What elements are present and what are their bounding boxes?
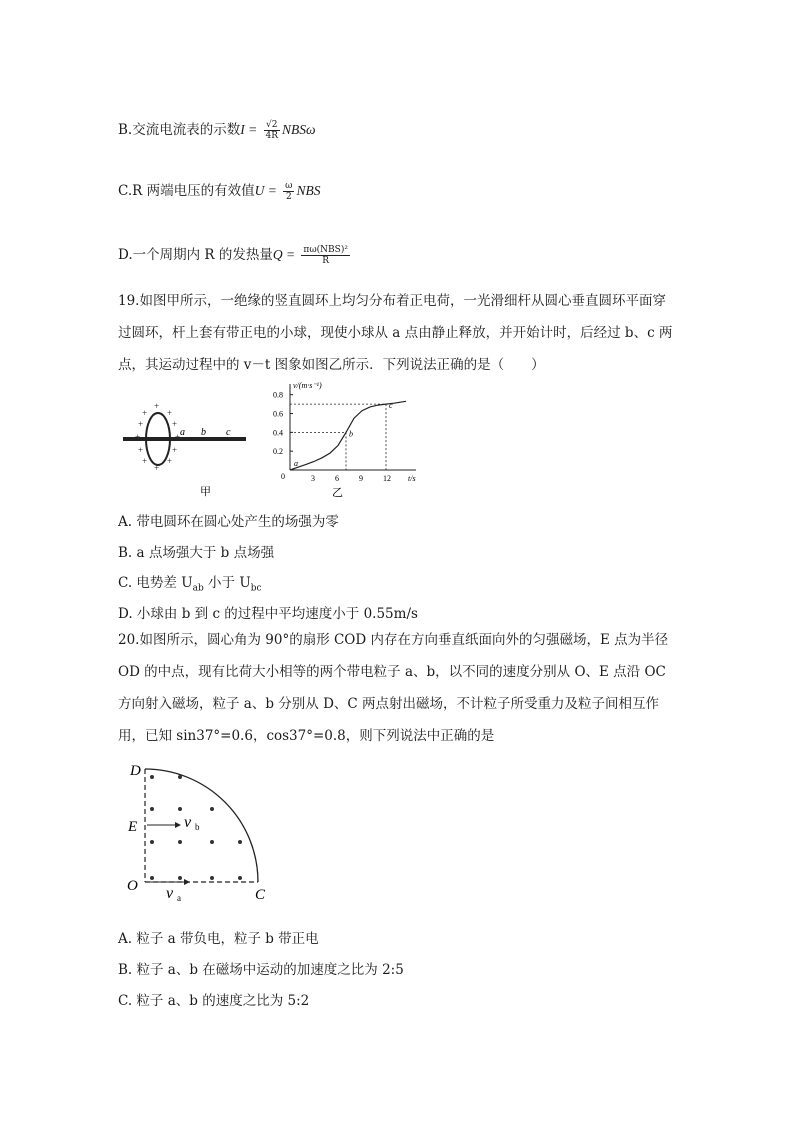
- x-tick-label: 12: [383, 474, 391, 483]
- option-c-line: [118, 179, 321, 202]
- q19-option-d: D. 小球由 b 到 c 的过程中平均速度小于 0.55m/s: [118, 606, 418, 622]
- y-tick-label: 0.8: [273, 390, 283, 400]
- vt-chart: [262, 380, 422, 500]
- curve-point-c: c: [389, 401, 393, 411]
- option-c-mid: 小于 U: [203, 575, 251, 591]
- svg-text:+: +: [167, 408, 173, 418]
- va-arrowhead: [184, 879, 190, 885]
- option-c-sub2: bc: [250, 583, 262, 594]
- label-c: C: [255, 887, 266, 903]
- label-e: E: [128, 819, 138, 835]
- option-d-line: [118, 243, 352, 266]
- option-c-lhs: U =: [254, 183, 277, 198]
- option-b-line: [118, 118, 316, 141]
- point-a: a: [180, 427, 185, 438]
- label-o: O: [127, 878, 138, 894]
- label-d: D: [130, 763, 141, 779]
- frac-den: 2: [285, 192, 292, 202]
- svg-text:+: +: [142, 456, 148, 466]
- svg-text:+: +: [135, 432, 141, 442]
- q20-option-a: A. 粒子 a 带负电，粒子 b 带正电: [118, 931, 319, 947]
- q20-option-b: B. 粒子 a、b 在磁场中运动的加速度之比为 2:5: [118, 962, 404, 978]
- q19-option-a: A. 带电圆环在圆心处产生的场强为零: [118, 514, 339, 530]
- option-c-pre: C. 电势差 U: [118, 575, 193, 591]
- label-vb: v: [184, 814, 192, 831]
- svg-text:+: +: [154, 463, 160, 473]
- label-vb-sub: b: [195, 822, 200, 832]
- option-c-fraction: [283, 181, 294, 202]
- svg-text:+: +: [138, 419, 144, 429]
- origin-label: 0: [281, 472, 285, 481]
- option-c-rest: NBS: [296, 183, 321, 198]
- frac-den: R: [322, 256, 330, 266]
- q20-stem: 20.如图所示，圆心角为 90°的扇形 COD 内存在方向垂直纸面向外的匀强磁场，E 点为半径 OD 的中点，现有比荷大小相等的两个带电粒子 a、b，以不同的速度分别从 O、E 点沿 OC 方向射入磁场，粒子 a、b 分别从 D、C 两点射出磁场，不计粒子所受重力及粒子间相互作用，已知 sin37°=0.6，cos37°=0.8，则下列说法中正确的是: [118, 632, 669, 744]
- vb-arrowhead: [175, 822, 181, 828]
- svg-text:+: +: [167, 456, 173, 466]
- figure-jia-label: 甲: [200, 486, 211, 498]
- curve-point-b: b: [349, 429, 353, 439]
- x-tick-label: 6: [335, 474, 339, 483]
- option-b-text: B.交流电流表的示数: [118, 122, 241, 138]
- q19-stem: 19.如图甲所示，一绝缘的竖直圆环上均匀分布着正电荷，一光滑细杆从圆心垂直圆环平面穿过圆环，杆上套有带正电的小球，现使小球从 a 点由静止释放，并开始计时，后经过 b、c 两点，其运动过程中的 v－t 图象如图乙所示．下列说法正确的是（ ）: [118, 293, 673, 373]
- option-d-lhs: Q =: [272, 247, 296, 262]
- q19-option-c: [118, 571, 262, 594]
- svg-text:+: +: [172, 419, 178, 429]
- option-c-sub1: ab: [192, 583, 204, 594]
- y-axis-label: v/(m·s⁻¹): [293, 381, 322, 390]
- option-d-text: D.一个周期内 R 的发热量: [118, 247, 273, 263]
- label-va-sub: a: [177, 893, 181, 903]
- figure-yi-label: 乙: [332, 487, 343, 499]
- curve-point-a: a: [294, 459, 298, 468]
- label-va: v: [166, 885, 174, 902]
- frac-num: √2: [264, 120, 281, 131]
- svg-text:+: +: [154, 401, 160, 411]
- frac-den: 4R: [265, 131, 279, 141]
- frac-num: πω(NBS)²: [303, 245, 348, 255]
- x-axis-label: t/s: [408, 474, 416, 483]
- option-b-rest: NBSω: [282, 122, 316, 137]
- x-tick-label: 3: [311, 474, 315, 483]
- y-tick-label: 0.2: [273, 447, 283, 457]
- q20-option-c: C. 粒子 a、b 的速度之比为 5:2: [118, 993, 310, 1009]
- option-c-text: C.R 两端电压的有效值: [118, 183, 255, 199]
- point-b: b: [201, 427, 206, 438]
- point-c: c: [226, 427, 231, 438]
- frac-num: ω: [285, 181, 293, 191]
- y-tick-label: 0.6: [273, 409, 283, 419]
- q19-option-b: B. a 点场强大于 b 点场强: [118, 545, 275, 561]
- svg-text:+: +: [138, 445, 144, 455]
- option-b-fraction: [264, 120, 281, 141]
- svg-text:+: +: [142, 408, 148, 418]
- x-tick-label: 9: [359, 474, 363, 483]
- velocity-curve: [290, 401, 406, 470]
- svg-text:+: +: [175, 432, 181, 442]
- option-b-lhs: I =: [240, 122, 258, 137]
- y-tick-label: 0.4: [273, 428, 283, 438]
- ring-figure: [118, 395, 258, 500]
- svg-text:+: +: [172, 445, 178, 455]
- option-d-fraction: [301, 245, 350, 266]
- sector-figure: [118, 757, 288, 907]
